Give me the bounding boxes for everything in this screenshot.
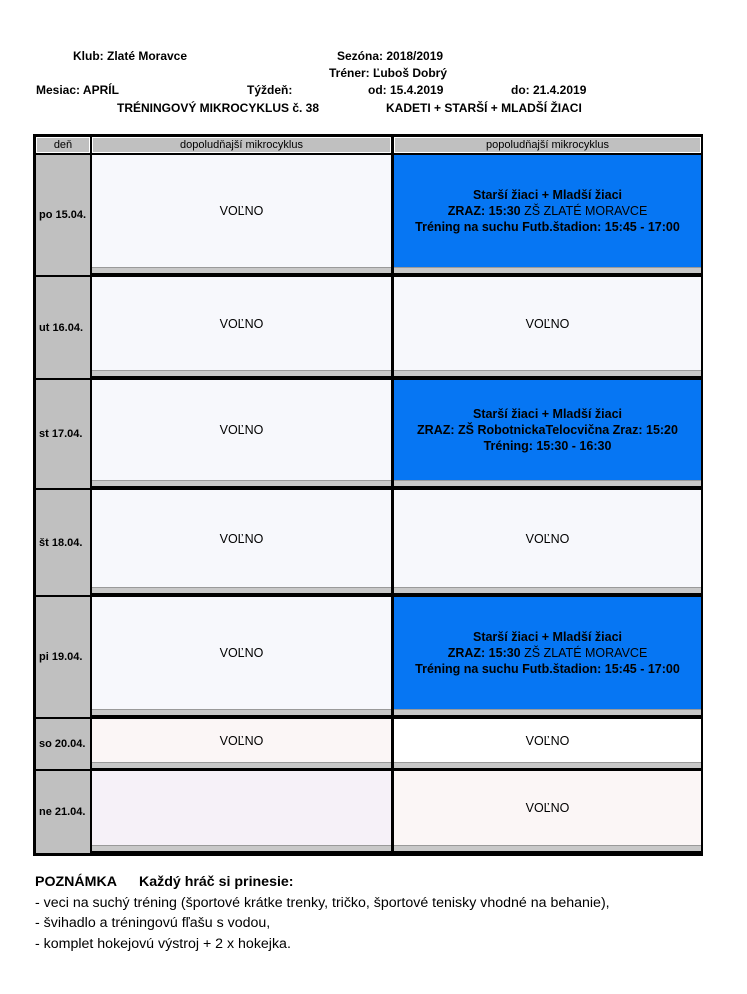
notes-item: - veci na suchý tréning (športové krátke trenky, tričko, športové tenisky vhodné na behanie), <box>35 894 610 911</box>
training-time: Tréning na suchu Futb.štadion: 15:45 - 17:00 <box>415 220 680 234</box>
notes-item: - komplet hokejovú výstroj + 2 x hokejka. <box>35 935 291 952</box>
afternoon-slot <box>394 277 701 370</box>
slot-text: VOĽNO <box>525 316 570 331</box>
row-divider <box>92 480 391 486</box>
day-cell: ut 16.04. <box>36 277 90 378</box>
day-cell: ne 21.04. <box>36 771 90 853</box>
slot-text: VOĽNO <box>525 801 570 815</box>
training-time: Tréning na suchu Futb.štadion: 15:45 - 17:00 <box>415 662 680 676</box>
morning-slot <box>92 771 391 845</box>
row-divider <box>394 370 701 376</box>
column-header-morning: dopoludňajší mikrocyklus <box>92 137 391 153</box>
training-meet: ZRAZ: 15:30 ZŠ ZLATÉ MORAVCE <box>447 646 648 660</box>
coach: Tréner: Ľuboš Dobrý <box>329 66 448 80</box>
morning-slot <box>92 719 391 762</box>
week-label: Týždeň: <box>247 83 293 97</box>
afternoon-training-slot <box>394 380 701 480</box>
row-divider <box>92 709 391 715</box>
afternoon-slot <box>394 490 701 587</box>
slot-text: VOĽNO <box>219 423 264 437</box>
row-divider <box>92 762 391 768</box>
training-meet: ZRAZ: 15:30 ZŠ ZLATÉ MORAVCE <box>447 204 648 218</box>
row-divider <box>394 267 701 273</box>
row-divider <box>394 587 701 593</box>
training-group: Starší žiaci + Mladší žiaci <box>472 407 623 421</box>
date-to: do: 21.4.2019 <box>511 83 587 97</box>
date-from: od: 15.4.2019 <box>368 83 444 97</box>
day-cell: st 17.04. <box>36 380 90 488</box>
notes-title: POZNÁMKA <box>35 874 117 890</box>
row-divider <box>394 709 701 715</box>
morning-slot <box>92 155 391 267</box>
notes-item: - švihadlo a tréningovú fľašu s vodou, <box>35 915 271 931</box>
training-time: Tréning: 15:30 - 16:30 <box>483 439 612 453</box>
row-divider <box>92 587 391 593</box>
slot-text: VOĽNO <box>219 733 264 748</box>
afternoon-slot <box>394 771 701 845</box>
groups: KADETI + STARŠÍ + MLADŠÍ ŽIACI <box>386 101 582 115</box>
column-header-afternoon: popoludňajší mikrocyklus <box>394 137 701 153</box>
row-divider <box>394 845 701 851</box>
row-divider <box>394 762 701 768</box>
morning-slot <box>92 490 391 587</box>
afternoon-slot <box>394 719 701 762</box>
notes-header <box>35 872 610 893</box>
training-group: Starší žiaci + Mladší žiaci <box>472 630 623 644</box>
day-cell: po 15.04. <box>36 155 90 275</box>
slot-text: VOĽNO <box>525 733 570 748</box>
row-divider <box>92 370 391 376</box>
notes-section <box>35 872 610 954</box>
slot-text: VOĽNO <box>219 316 264 331</box>
morning-slot <box>92 277 391 370</box>
day-cell: pi 19.04. <box>36 597 90 717</box>
training-meet: ZRAZ: ZŠ RobotnickaTelocvična Zraz: 15:20 <box>417 423 678 437</box>
row-divider <box>92 267 391 273</box>
day-cell: št 18.04. <box>36 490 90 595</box>
day-cell: so 20.04. <box>36 719 90 769</box>
slot-text: VOĽNO <box>219 204 264 218</box>
club-name: Klub: Zlaté Moravce <box>73 49 188 63</box>
row-divider <box>92 845 391 851</box>
morning-slot <box>92 597 391 709</box>
training-group: Starší žiaci + Mladší žiaci <box>472 188 623 202</box>
slot-text: VOĽNO <box>219 531 264 546</box>
afternoon-training-slot <box>394 597 701 709</box>
schedule-table <box>33 134 703 856</box>
slot-text: VOĽNO <box>525 531 570 546</box>
morning-slot <box>92 380 391 480</box>
column-header-day: deň <box>36 137 90 153</box>
season: Sezóna: 2018/2019 <box>337 49 444 63</box>
afternoon-training-slot <box>394 155 701 267</box>
microcycle-title: TRÉNINGOVÝ MIKROCYKLUS č. 38 <box>117 101 320 115</box>
slot-text: VOĽNO <box>219 646 264 660</box>
month: Mesiac: APRÍL <box>36 83 119 97</box>
notes-heading: Každý hráč si prinesie: <box>138 874 294 890</box>
row-divider <box>394 480 701 486</box>
